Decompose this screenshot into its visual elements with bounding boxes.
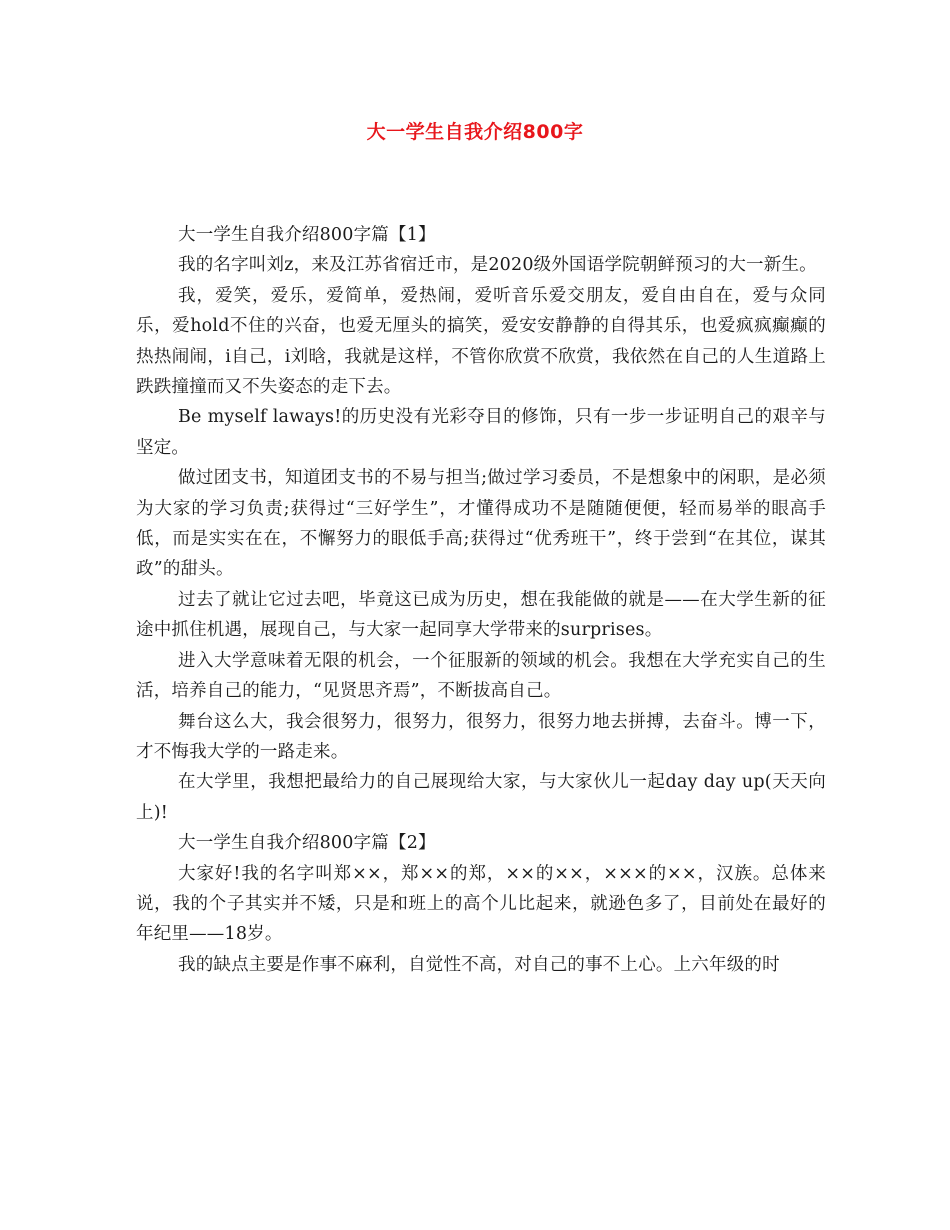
paragraph: 过去了就让它过去吧，毕竟这已成为历史，想在我能做的就是——在大学生新的征途中抓住机遇，展现自己，与大家一起同享大学带来的surprises。 [136,589,826,641]
section-heading-1: 大一学生自我介绍800字篇【1】 [178,225,436,245]
document-body [136,220,826,980]
section-heading-2: 大一学生自我介绍800字篇【2】 [178,833,436,854]
paragraph: 进入大学意味着无限的机会，一个征服新的领域的机会。我想在大学充实自己的生活，培养自己的能力，“见贤思齐焉”，不断拔高自己。 [136,650,826,702]
paragraph: 做过团支书，知道团支书的不易与担当;做过学习委员，不是想象中的闲职，是必须为大家的学习负责;获得过“三好学生”，才懂得成功不是随随便便，轻而易举的眼高手低，而是实实在在，不懈努力的眼低手高;获得过“优秀班干”，终于尝到“在其位，谋其政”的甜头。 [136,468,826,580]
paragraph: 舞台这么大，我会很努力，很努力，很努力，很努力地去拼搏，去奋斗。博一下，才不悔我大学的一路走来。 [136,711,826,762]
paragraph: 我的名字叫刘z，来及江苏省宿迁市，是2020级外国语学院朝鲜预习的大一新生。 [178,255,817,276]
paragraph: 大家好!我的名字叫郑××，郑××的郑，××的××，×××的××，汉族。总体来说，我的个子其实并不矮，只是和班上的高个儿比起来，就逊色多了，目前处在最好的年纪里——18岁。 [136,863,826,945]
document-title: 大一学生自我介绍800字 [366,121,584,143]
paragraph: Be myself laways!的历史没有光彩夺目的修饰，只有一步一步证明自己的艰辛与坚定。 [136,407,826,458]
paragraph: 我的缺点主要是作事不麻利，自觉性不高，对自己的事不上心。上六年级的时 [178,954,780,975]
paragraph: 在大学里，我想把最给力的自己展现给大家，与大家伙儿一起day day up(天天向上)! [136,772,826,823]
paragraph: 我，爱笑，爱乐，爱简单，爱热闹，爱听音乐爱交朋友，爱自由自在，爱与众同乐，爱hold不住的兴奋，也爱无厘头的搞笑，爱安安静静的自得其乐，也爱疯疯癫癫的热热闹闹，i自己，i刘晗，我就是这样，不管你欣赏不欣赏，我依然在自己的人生道路上跌跌撞撞而又不失姿态的走下去。 [136,285,826,398]
